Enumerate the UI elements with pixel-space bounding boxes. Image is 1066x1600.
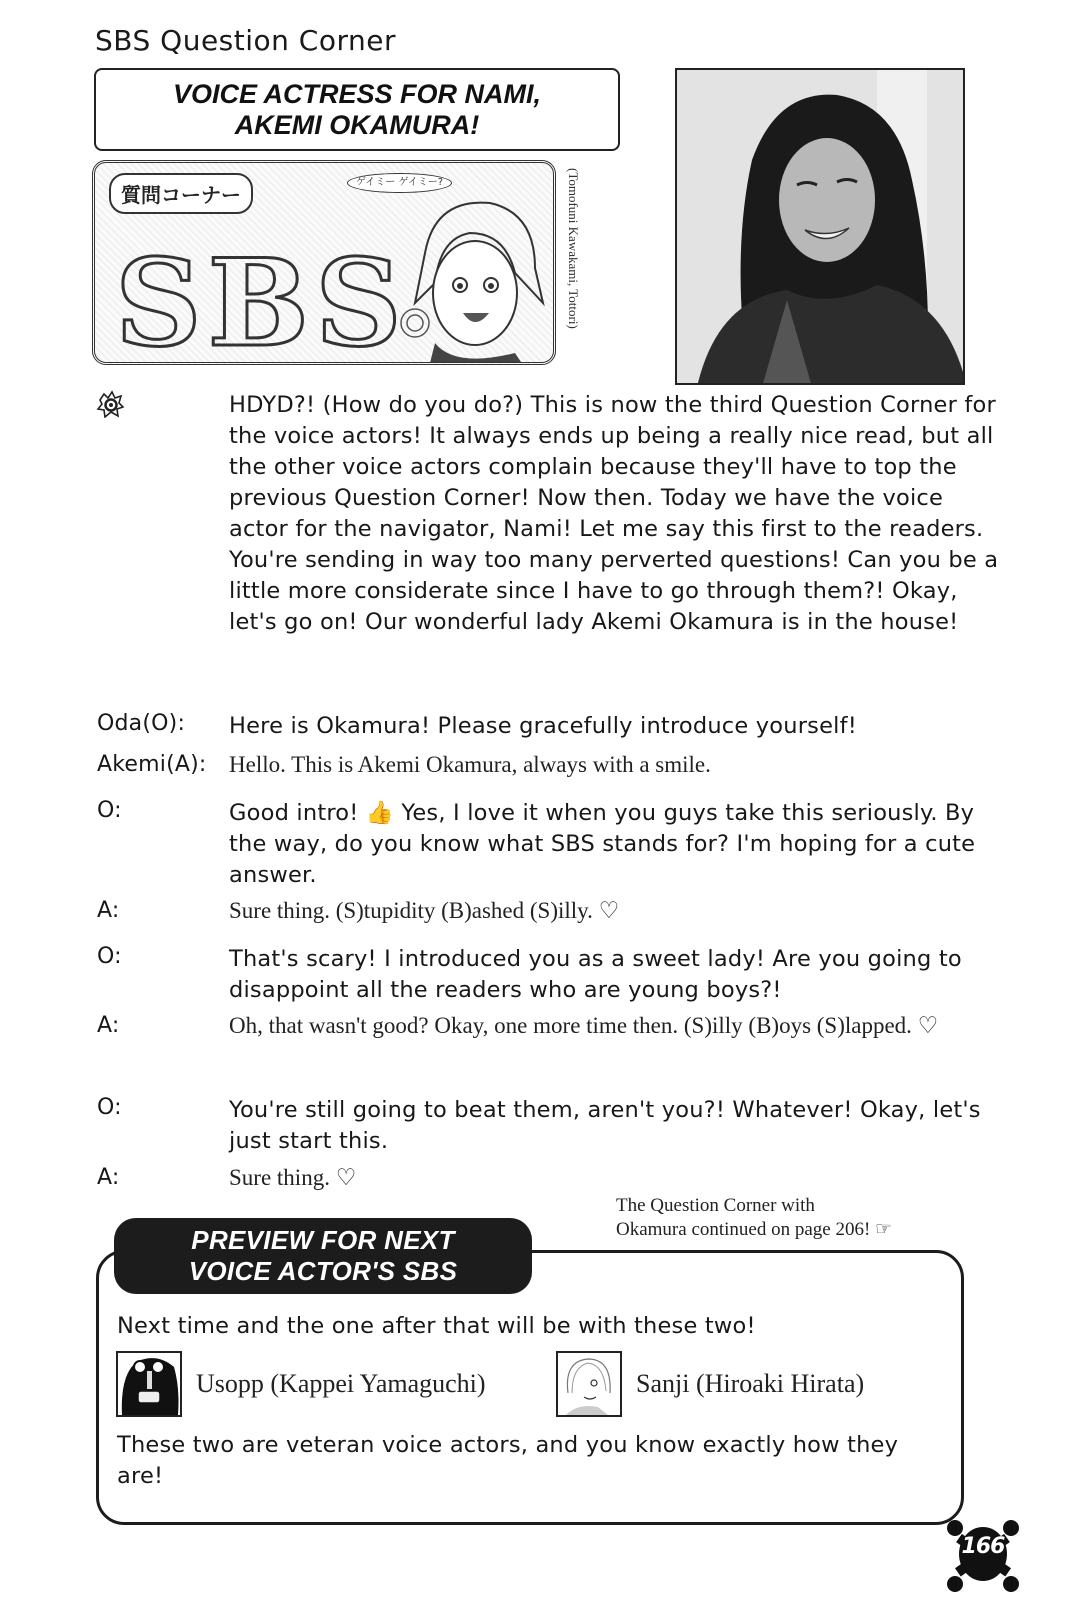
intro-paragraph: HDYD?! (How do you do?) This is now the third Question Corner for the voice actors! It always ends up being a really nice read, but all the other voice actors complain because they'll have to top the previous Question Corner! Now then. Today we have the voice actor for the navigator, Nami! Let me say this first to the readers. You're sending in way too many perverted questions! Can you be a little more considerate since I have to go through them?! Okay, let's go on! Our wonderful lady Akemi Okamura is in the house!: [229, 392, 999, 635]
dialogue-line: Oh, that wasn't good? Okay, one more time then. (S)illy (B)oys (S)lapped. ♡: [229, 1013, 939, 1038]
page-number-badge: [943, 1518, 1023, 1593]
fan-art-sign: 質問コーナー: [109, 173, 253, 214]
oda-swirl-icon: [96, 390, 124, 418]
speaker-label: Oda(O):: [97, 711, 186, 736]
speaker-label: O:: [97, 798, 122, 823]
preview-lead-text: Next time and the one after that will be with these two!: [117, 1313, 756, 1339]
preview-tab-heading: [114, 1218, 532, 1294]
speaker-label: A:: [97, 1165, 120, 1190]
cast-item-usopp: [116, 1351, 486, 1417]
speaker-label: A:: [97, 898, 120, 923]
dialogue-line: Good intro! 👍 Yes, I love it when you guys take this seriously. By the way, do you know what SBS stands for? I'm hoping for a cute answer.: [229, 800, 976, 888]
continued-note-line-2: Okamura continued on page 206! ☞: [616, 1219, 893, 1240]
speaker-label: Akemi(A):: [97, 752, 207, 777]
speaker-label: A:: [97, 1013, 120, 1038]
preview-footer-text: These two are veteran voice actors, and you know exactly how they are!: [117, 1432, 899, 1489]
portrait-photo-icon: [677, 70, 965, 385]
cast-name: Usopp (Kappei Yamaguchi): [196, 1369, 486, 1398]
headline-line-2: AKEMI OKAMURA!: [234, 109, 480, 140]
dialogue-line: You're still going to beat them, aren't you?! Whatever! Okay, let's just start this.: [229, 1097, 981, 1154]
dialogue-line: Sure thing. (S)tupidity (B)ashed (S)illy. ♡: [229, 898, 620, 923]
headline-line-1: VOICE ACTRESS FOR NAMI,: [172, 78, 542, 109]
fan-art-speech-bubble: ゲイミー ゲイミー?: [347, 173, 452, 193]
speaker-label: O:: [97, 1095, 122, 1120]
continued-note: [616, 1194, 976, 1242]
usopp-portrait-icon: [116, 1351, 182, 1417]
speaker-label: O:: [97, 944, 122, 969]
nami-drawing-icon: [395, 193, 545, 365]
continued-note-line-1: The Question Corner with: [616, 1195, 815, 1216]
preview-tab-line-2: VOICE ACTOR'S SBS: [188, 1256, 458, 1286]
dialogue-line: Here is Okamura! Please gracefully introduce yourself!: [229, 713, 857, 739]
cast-item-sanji: [556, 1351, 864, 1417]
corner-title: SBS Question Corner: [95, 24, 396, 57]
cast-name: Sanji (Hiroaki Hirata): [636, 1369, 865, 1398]
sanji-portrait-icon: [556, 1351, 622, 1417]
dialogue-line: That's scary! I introduced you as a sweet lady! Are you going to disappoint all the readers who are young boys?!: [229, 946, 962, 1003]
fan-art-credit: (Tomofuni Kawakami, Tottori): [566, 168, 581, 329]
fan-art-fish-letters: SBS: [115, 233, 408, 365]
reader-fan-art: [92, 160, 556, 365]
dialogue-line: Hello. This is Akemi Okamura, always with a smile.: [229, 752, 711, 777]
headline-box: [94, 68, 620, 151]
preview-tab-line-1: PREVIEW FOR NEXT: [191, 1225, 455, 1255]
dialogue-line: Sure thing. ♡: [229, 1165, 357, 1190]
page-number: 166: [961, 1534, 1005, 1559]
akemi-okamura-photo: [675, 68, 965, 385]
